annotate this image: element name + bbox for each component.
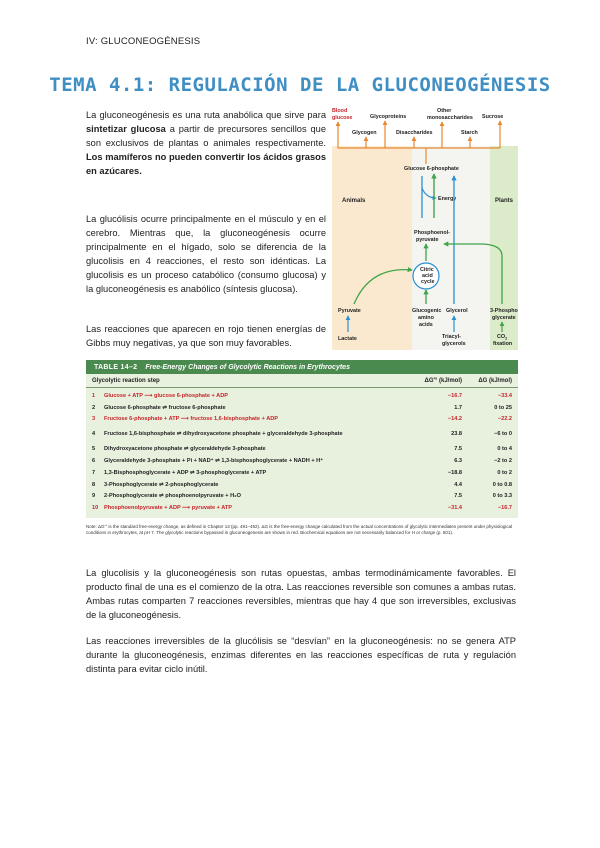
cell-dg0: 1.7	[454, 404, 462, 411]
label-glucogenic-2: amino	[418, 315, 434, 321]
table-column-headers	[86, 376, 518, 388]
cell-dg: 0 to 0.8	[492, 481, 512, 488]
label-glucogenic-1: Glucogenic	[412, 308, 442, 314]
cell-dg0: 7.5	[454, 493, 462, 500]
label-co2-1: $CO_2$	[497, 334, 508, 341]
cell-dg0: 7.5	[454, 446, 462, 453]
label-glucogenic-3: acids	[419, 322, 433, 328]
label-other-1: Other	[437, 108, 452, 114]
cell-n: 2	[92, 404, 96, 411]
table-header-bar	[86, 360, 518, 374]
label-co2-2: fixation	[493, 341, 513, 347]
cell-dg: −16.7	[497, 505, 512, 512]
table-row	[86, 443, 518, 455]
cell-dg0: 4.4	[454, 481, 462, 488]
table-row	[86, 455, 518, 467]
page-header: IV: GLUCONEOGÉNESIS	[86, 36, 201, 47]
cell-dg0: −14.2	[447, 416, 462, 423]
free-energy-table	[86, 360, 518, 556]
cell-n: 9	[92, 493, 96, 500]
cell-dg: 0 to 25	[494, 404, 512, 411]
label-starch: Starch	[461, 130, 478, 136]
cell-dg: 0 to 4	[497, 446, 512, 453]
col-reaction-step: Glycolytic reaction step	[92, 378, 160, 384]
label-3pg-2: glycerate	[492, 315, 516, 321]
cell-dg: 0 to 2	[497, 469, 512, 476]
cell-dg0: 6.3	[454, 458, 462, 465]
cell-n: 8	[92, 481, 96, 488]
label-triacyl-1: Triacyl-	[442, 334, 461, 340]
animals-region	[332, 146, 412, 350]
table-row	[86, 467, 518, 479]
col-standard-dg: ΔG′° (kJ/mol)	[424, 378, 462, 384]
cell-dg: 0 to 3.3	[492, 493, 512, 500]
gluconeogenesis-diagram	[330, 106, 518, 350]
label-triacyl-2: glycerols	[442, 341, 466, 347]
table-row	[86, 425, 518, 443]
cell-n: 4	[92, 431, 96, 438]
cell-reaction: Glucose 6-phosphate ⇌ fructose 6-phosphate	[104, 404, 226, 411]
cell-reaction: 2-Phosphoglycerate ⇌ phosphoenolpyruvate + H₂O	[104, 493, 241, 500]
label-citric-1: Citric	[420, 267, 434, 273]
cell-dg: −33.4	[497, 392, 512, 399]
cell-reaction: Fructose 6-phosphate + ATP ⟶ fructose 1,6-bisphosphate + ADP	[104, 416, 278, 423]
label-other-2: monosaccharides	[427, 115, 473, 121]
irreversible-reactions-paragraph: Las reacciones irreversibles de la glucólisis se “desvían” en la gluconeogénesis: no se genera ATP durante la gluconeogénesis, enzimas diferentes en las reacciones específicas de ruta y regulación distinta para evitar ciclo inútil.	[86, 636, 516, 674]
cell-dg0: −31.4	[447, 505, 462, 512]
label-g6p: Glucose 6-phosphate	[404, 166, 459, 172]
intro-paragraph	[86, 108, 326, 178]
label-blood-glucose-1: Blood	[332, 108, 348, 114]
cell-n: 3	[92, 416, 96, 423]
cell-reaction: Dihydroxyacetone phosphate ⇌ glyceraldehyde 3-phosphate	[104, 446, 266, 453]
intro-text-c: a partir de precursores sencillos que son exclusivos de plantas o animales respectivamente.	[86, 124, 326, 148]
cell-dg0: 23.8	[451, 431, 462, 438]
cell-dg: −6 to 0	[494, 431, 512, 438]
cell-reaction: 1,3-Bisphosphoglycerate + ADP ⇌ 3-phosphoglycerate + ATP	[104, 469, 267, 476]
cell-dg: −22.2	[497, 416, 512, 423]
intro-text-a: La gluconeogénesis es una ruta anabólica que sirve para	[86, 110, 326, 120]
label-pyruvate: Pyruvate	[338, 308, 361, 314]
intro-text-bold-1: sintetizar glucosa	[86, 124, 166, 134]
table-row	[86, 390, 518, 402]
page-title: TEMA 4.1: REGULACIÓN DE LA GLUCONEOGÉNESIS	[49, 74, 551, 96]
table-row	[86, 414, 518, 426]
label-plants: Plants	[495, 198, 514, 204]
label-disaccharides: Disaccharides	[396, 130, 433, 136]
table-rows	[86, 390, 518, 514]
table-row	[86, 502, 518, 514]
table-row	[86, 402, 518, 414]
cell-reaction: Glyceraldehyde 3-phosphate + Pi + NAD⁺ ⇌ 1,3-bisphosphoglycerate + NADH + H⁺	[104, 458, 324, 465]
col-actual-dg: ΔG (kJ/mol)	[478, 378, 512, 384]
label-glycerol: Glycerol	[446, 308, 468, 314]
cell-n: 6	[92, 458, 96, 465]
table-body	[86, 374, 518, 518]
cell-n: 10	[92, 505, 99, 512]
table-number: TABLE 14–2	[94, 363, 138, 371]
label-pep-1: Phosphoenol-	[414, 230, 450, 236]
cell-n: 5	[92, 446, 96, 453]
label-lactate: Lactate	[338, 336, 357, 342]
cell-n: 7	[92, 469, 96, 476]
label-sucrose: Sucrose	[482, 114, 504, 120]
intro-text-bold-2: Los mamíferos no pueden convertir los ácidos grasos en azúcares.	[86, 152, 326, 176]
table-row	[86, 491, 518, 503]
label-citric-3: cycle	[421, 279, 435, 285]
label-glycoproteins: Glycoproteins	[370, 114, 407, 120]
label-glycogen: Glycogen	[352, 130, 377, 136]
table-row	[86, 479, 518, 491]
label-3pg-1: 3-Phospho-	[490, 308, 518, 314]
table-note: Note: ΔG′° is the standard free-energy change, as defined in Chapter 13 (pp. 491–492). ΔG is the free-energy change calculated from the actual concentrations of glycolytic intermediates present under physiological conditions in erythrocytes, at pH 7. The glycolytic reactions bypassed in gluconeogenesis are shown in red. Biochemical equations are not necessarily balanced for H or charge (p. 501).	[86, 524, 513, 535]
label-citric-2: acid	[422, 273, 433, 279]
cell-n: 1	[92, 392, 96, 399]
red-reactions-paragraph: Las reacciones que aparecen en rojo tienen energías de Gibbs muy negativas, ya que son muy favorables.	[86, 324, 326, 348]
glycolysis-paragraph: La glucólisis ocurre principalmente en el músculo y en el cerebro. Mientras que, la gluconeogénesis ocurre principalmente en el hígado, solo se diferencia de la glucolisis en 4 reacciones, el resto son idénticas. La glucolisis es un proceso catabólico (consumo glucosa) y la gluconeogénesis es anabólico (síntesis glucosa).	[86, 214, 326, 294]
label-animals: Animals	[342, 198, 366, 204]
cell-dg0: −16.7	[447, 392, 462, 399]
cell-reaction: Phosphoenolpyruvate + ADP ⟶ pyruvate + ATP	[104, 505, 233, 512]
cell-reaction: 3-Phosphoglycerate ⇌ 2-phosphoglycerate	[104, 481, 219, 488]
label-pep-2: pyruvate	[416, 237, 439, 243]
label-energy: Energy	[438, 196, 457, 202]
opposite-routes-paragraph: La glucolisis y la gluconeogénesis son rutas opuestas, ambas termodinámicamente favorables. El producto final de una es el comienzo de la otra. Las reacciones reversible son comunes a ambas rutas. Ambas rutas comparten 7 reacciones reversibles, mientras que hay 4 que son irreversibles, exclusivas de la gluconeogénesis.	[86, 568, 516, 620]
cell-dg: −2 to 2	[494, 458, 512, 465]
cell-dg0: −18.8	[447, 469, 462, 476]
cell-reaction: Fructose 1,6-bisphosphate ⇌ dihydroxyacetone phosphate + glyceraldehyde 3-phosphate	[104, 431, 343, 438]
cell-reaction: Glucose + ATP ⟶ glucose 6-phosphate + ADP	[104, 392, 228, 399]
table-title: Free-Energy Changes of Glycolytic Reactions in Erythrocytes	[145, 363, 350, 371]
label-blood-glucose-2: glucose	[332, 115, 353, 121]
